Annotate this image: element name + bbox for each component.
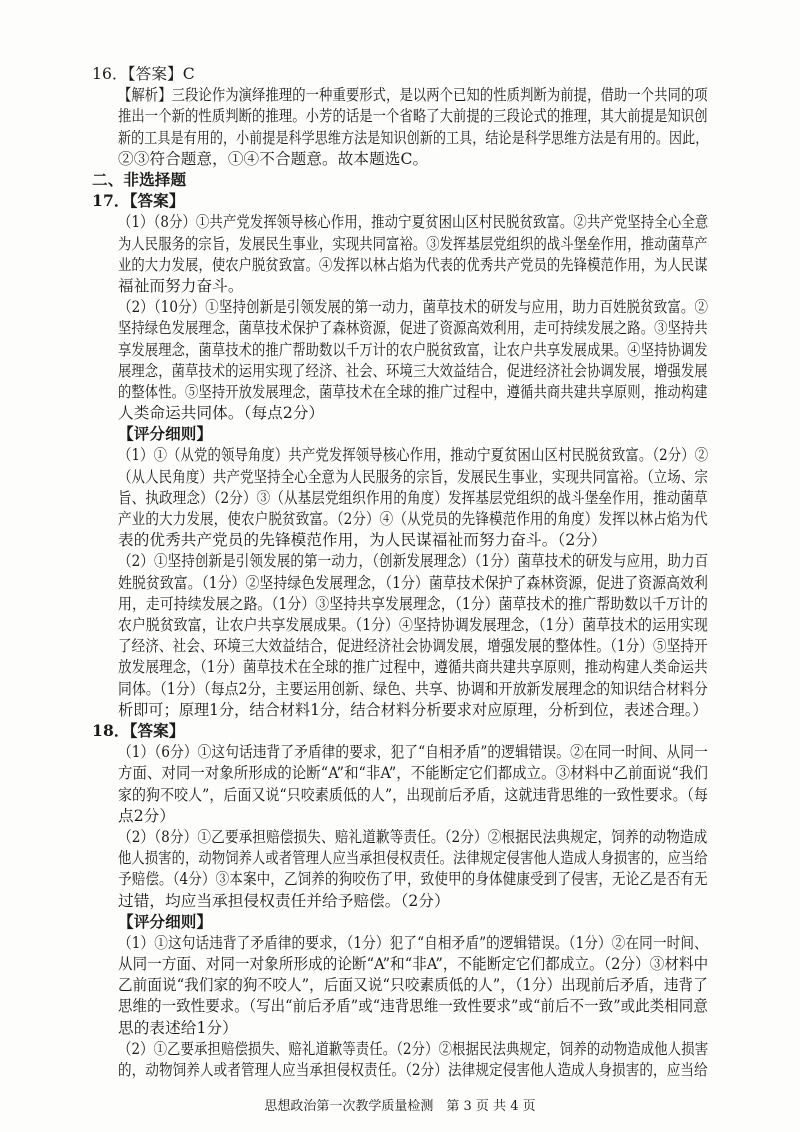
- text-line: 人类命运共同体。（每点2分）: [118, 404, 325, 423]
- text-line: 业的大力发展，使农户脱贫致富。④发挥以林占焰为代表的优秀共产党员的先锋模范作用，为人民谋: [118, 255, 708, 274]
- text-line: 思维的一致性要求。（写出“前后矛盾”或“违背思维一致性要求”或“前后不一致”或此类相同意: [118, 997, 708, 1016]
- text-line: 思的表述给1分）: [118, 1018, 238, 1037]
- text-line: 新的工具是有用的，小前提是科学思维方法是知识创新的工具，结论是科学思维方法是有用的。因此，: [118, 128, 709, 147]
- text-line: （1）（6分）①这句话违背了矛盾律的要求，犯了“自相矛盾”的逻辑错误。②在同一时间、从同一: [118, 743, 708, 762]
- text-line: 用，走可持续发展之路。（1分）③坚持共享发展理念，（1分）菌草技术的推广帮助数以千万计的: [118, 594, 708, 613]
- text-line: 福祉而努力奋斗。: [118, 276, 244, 295]
- text-line: 乙前面说“我们家的狗不咬人”，后面又说“只咬素质低的人”，（1分）出现前后矛盾，违背了: [118, 976, 708, 995]
- text-line: （从人民角度）共产党坚持全心全意为人民服务的宗旨，发展民生事业，实现共同富裕。（立场、宗: [118, 467, 708, 486]
- text-line: 18．【答案】: [92, 720, 185, 740]
- text-line: 产业的大力发展，使农户脱贫致富。（2分）④（从党员的先锋模范作用的角度）发挥以林占焰为代: [118, 510, 708, 528]
- text-line: （1）①这句话违背了矛盾律的要求，（1分）犯了“自相矛盾”的逻辑错误。（1分）②在同一时间、: [118, 933, 708, 952]
- text-line: 姓脱贫致富。（1分）②坚持绿色发展理念，（1分）菌草技术保护了森林资源，促进了资源高效利: [118, 573, 708, 592]
- text-line: 予赔偿。（4分）③本案中，乙饲养的狗咬伤了甲，致使甲的身体健康受到了侵害，无论乙是否有无: [118, 870, 708, 889]
- text-line: 表的优秀共产党员的先锋模范作用，为人民谋福祉而努力奋斗。（2分）: [118, 531, 607, 550]
- text-line: 推出一个新的性质判断的推理。小芳的话是一个省略了大前提的三段论式的推理，其大前提是知识创: [118, 107, 708, 126]
- text-line: 家的狗不咬人”，后面又说“只咬素质低的人”，出现前后矛盾，这就违背思维的一致性要求。（每: [118, 785, 708, 804]
- text-line: 为人民服务的宗旨，发展民生事业，实现共同富裕。③发挥基层党组织的战斗堡垒作用，推动菌草产: [118, 234, 708, 253]
- text-line: 析即可；原理1分，结合材料1分，结合材料分析要求对应原理，分析到位，表述合理。）: [118, 700, 708, 719]
- text-line: 二、非选择题: [92, 170, 187, 189]
- text-line: （1）（8分）①共产党发挥领导核心作用，推动宁夏贫困山区村民脱贫致富。②共产党坚持全心全意: [118, 213, 709, 232]
- text-line: 16．【答案】C: [92, 65, 195, 83]
- text-line: 的整体性。⑤坚持开放发展理念，菌草技术在全球的推广过程中，遵循共商共建共享原则，推动构建: [118, 382, 708, 401]
- text-line: 过错，均应当承担侵权责任并给予赔偿。（2分）: [118, 891, 450, 910]
- text-line: 了经济、社会、环境三大效益结合，促进经济社会协调发展，增强发展的整体性。（1分）⑤坚持开: [118, 637, 708, 656]
- text-line: 放发展理念，（1分）菌草技术在全球的推广过程中，遵循共商共建共享原则，推动构建人类命运共: [118, 658, 708, 677]
- text-line: 方面、对同一对象所形成的论断“A”和“非A”，不能断定它们都成立。③材料中乙前面说“我们: [118, 764, 708, 783]
- text-line: （2）（8分）①乙要承担赔偿损失、赔礼道歉等责任。（2分）②根据民法典规定，饲养的动物造成: [118, 827, 708, 846]
- text-line: 同体。（1分）（每点2分，主要运用创新、绿色、共享、协调和开放新发展理念的知识结合材料分: [118, 679, 708, 698]
- text-line: ②③符合题意，①④不合题意。故本题选C。: [118, 149, 429, 168]
- text-line: 17．【答案】: [92, 191, 185, 211]
- text-line: 展理念，菌草技术的运用实现了经济、社会、环境三大效益结合，促进经济社会协调发展，增强发展: [118, 361, 708, 380]
- text-line: 旨、执政理念）（2分）③（从基层党组织作用的角度）发挥基层党组织的战斗堡垒作用，推动菌草: [118, 488, 708, 507]
- text-line: 农户脱贫致富，让农户共享发展成果。（1分）④坚持协调发展理念，（1分）菌草技术的运用实现: [118, 616, 708, 634]
- text-line: 从同一方面、对同一对象所形成的论断“A”和“非A”，不能断定它们都成立。（2分）③材料中: [118, 955, 709, 973]
- page-footer: 思想政治第一次教学质量检测 第 3 页 共 4 页: [264, 1099, 536, 1114]
- text-line: 【评分细则】: [118, 911, 213, 931]
- text-line: 享发展理念，菌草技术的推广帮助数以千万计的农户脱贫致富，让农户共享发展成果。④坚持协调发: [118, 340, 708, 359]
- text-line: （1）①（从党的领导角度）共产党发挥领导核心作用，推动宁夏贫困山区村民脱贫致富。（2分）②: [118, 446, 709, 465]
- text-line: 他人损害的，动物饲养人或者管理人应当承担侵权责任。法律规定侵害他人造成人身损害的，应当给: [118, 849, 708, 868]
- text-line: 点2分）: [118, 806, 176, 825]
- text-line: （2）①乙要承担赔偿损失、赔礼道歉等责任。（2分）②根据民法典规定，饲养的动物造成他人损害: [118, 1039, 709, 1058]
- text-line: 的，动物饲养人或者管理人应当承担侵权责任。（2分）法律规定侵害他人造成人身损害的，应当给: [118, 1061, 708, 1079]
- text-line: 【解析】三段论作为演绎推理的一种重要形式，是以两个已知的性质判断为前提，借助一个共同的项: [118, 86, 708, 105]
- text-line: 坚持绿色发展理念，菌草技术保护了森林资源，促进了资源高效利用，走可持续发展之路。③坚持共: [118, 319, 708, 338]
- text-line: （2）①坚持创新是引领发展的第一动力，（创新发展理念）（1分）菌草技术的研发与应用，助力百: [118, 552, 709, 571]
- text-line: 【评分细则】: [118, 424, 213, 444]
- text-line: （2）（10分）①坚持创新是引领发展的第一动力，菌草技术的研发与应用，助力百姓脱贫致富。②: [118, 298, 709, 317]
